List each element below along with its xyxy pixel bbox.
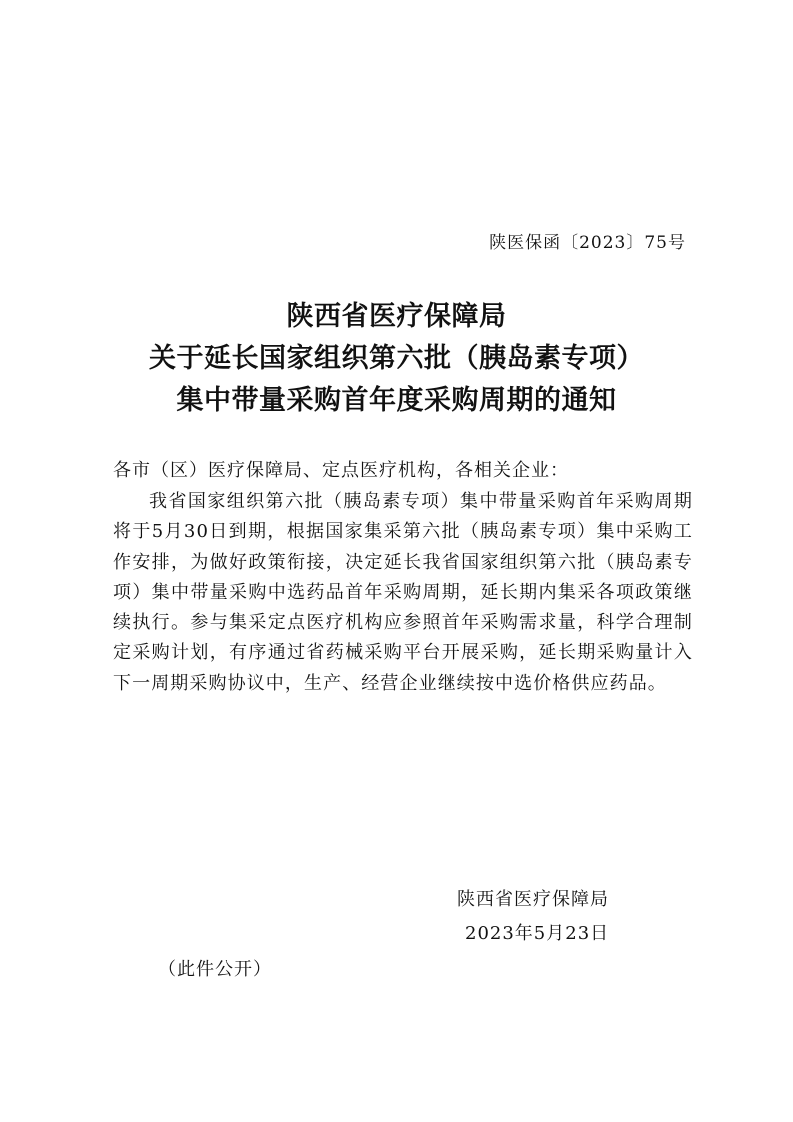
salutation: 各市（区）医疗保障局、定点医疗机构，各相关企业： xyxy=(113,460,569,481)
issue-date: 2023年5月23日 xyxy=(465,923,610,944)
title-line-3: 集中带量采购首年度采购周期的通知 xyxy=(176,385,617,416)
title-line-1: 陕西省医疗保障局 xyxy=(286,301,507,332)
document-title xyxy=(0,296,793,422)
signature-block xyxy=(457,883,609,951)
document-number: 陕医保函〔2023〕75号 xyxy=(489,233,686,253)
body-paragraph: 我省国家组织第六批（胰岛素专项）集中带量采购首年采购周期将于5月30日到期，根据国家集采第六批（胰岛素专项）集中采购工作安排，为做好政策衔接，决定延长我省国家组织第六批（胰岛素专项）集中带量采购中选药品首年采购周期，延长期内集采各项政策继续执行。参与集采定点医疗机构应参照首年采购需求量，科学合理制定采购计划，有序通过省药械采购平台开展采购，延长期采购量计入下一周期采购协议中，生产、经营企业继续按中选价格供应药品。 xyxy=(113,491,693,694)
disclosure-note: （此件公开） xyxy=(158,959,272,980)
title-line-2: 关于延长国家组织第六批（胰岛素专项） xyxy=(149,343,644,374)
issuer-name: 陕西省医疗保障局 xyxy=(457,889,609,910)
